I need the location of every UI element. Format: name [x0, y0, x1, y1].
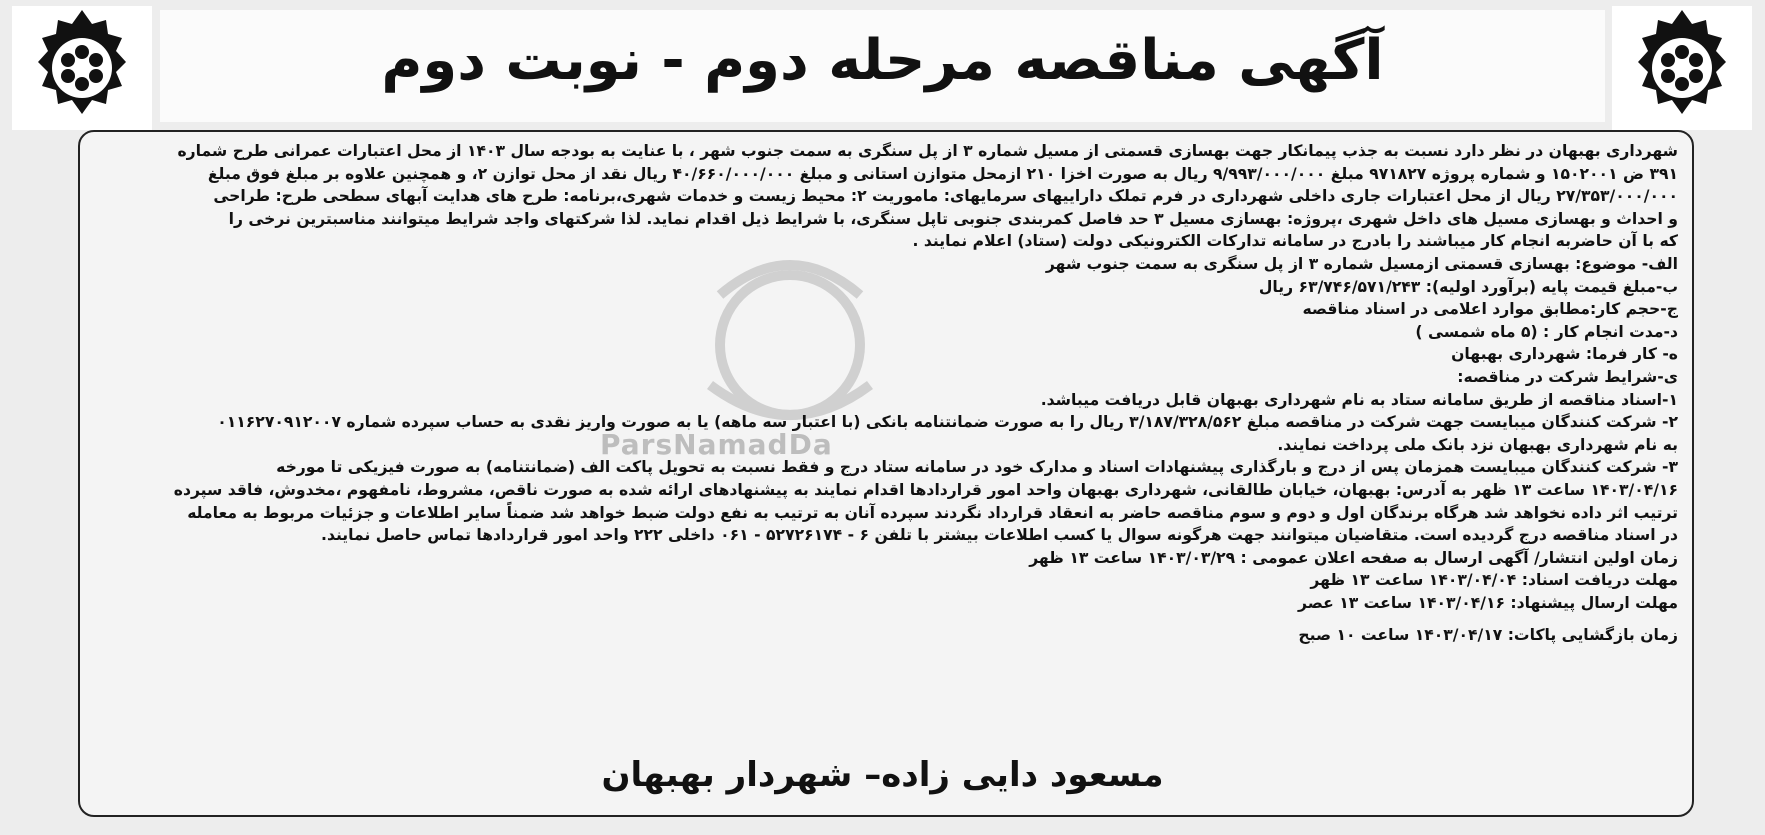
- list-item: ب-مبلغ قیمت پایه (برآورد اولیه): ۶۳/۷۴۶/۵۷۱/۲۴۳ ریال: [1258, 277, 1678, 296]
- list-item: ی-شرایط شرکت در مناقصه:: [1457, 367, 1678, 386]
- date-line: مهلت ارسال پیشنهاد: ۱۴۰۳/۰۴/۱۶ ساعت ۱۳ عصر: [1298, 593, 1678, 612]
- watermark-text: ParsNamadDa: [600, 428, 833, 461]
- signature: مسعود دایی زاده– شهردار بهبهان: [601, 755, 1164, 795]
- condition-line: در اسناد مناقصه درج گردیده است. متقاضیان میتوانند جهت هرگونه سوال یا کسب اطلاعات بیشتر با تلفن ۶ - ۵۲۷۲۶۱۷۴ - ۰۶۱ داخلی ۲۲۲ واحد امور قراردادها تماس حاصل نمایند.: [321, 526, 1678, 545]
- intro-line: شهرداری بهبهان در نظر دارد نسبت به جذب پیمانکار جهت بهسازی قسمتی از مسیل شماره ۳ از پل سنگری به سمت جنوب شهر ، با عنایت به بودجه سال ۱۴۰۳ از محل اعتبارات عمرانی طرح شماره: [177, 142, 1678, 160]
- intro-line: ۳۹۱ ض ۱۵۰۲۰۰۱ و شماره پروژه ۹۷۱۸۲۷ مبلغ ۹/۹۹۳/۰۰۰/۰۰۰ ریال به صورت اخزا ۲۱۰ ازمحل متوازن استانی و مبلغ ۴۰/۶۶۰/۰۰۰/۰۰۰ ریال نقد از محل توازن ۲، و همچنین علاوه بر مبلغ فوق مبلغ: [207, 164, 1678, 183]
- municipality-logo-icon: [12, 6, 152, 130]
- notice-body: [98, 140, 1678, 647]
- list-item: ج-حجم کار:مطابق موارد اعلامی در اسناد مناقصه: [1302, 300, 1678, 319]
- condition-line: ۱-اسناد مناقصه از طریق سامانه ستاد به نام شهرداری بهبهان قابل دریافت میباشد.: [1040, 390, 1678, 409]
- intro-line: که با آن حاضربه انجام کار میباشند را بادرج در سامانه تدارکات الکترونیکی دولت (ستاد) اعلام نمایند .: [912, 232, 1678, 251]
- condition-line: ۲- شرکت کنندگان میبایست جهت شرکت در مناقصه مبلغ ۳/۱۸۷/۳۲۸/۵۶۲ ریال را به صورت ضمانتنامه بانکی (با اعتبار سه ماهه) یا به صورت واریز نقدی به حساب سپرده شماره ۰۱۱۶۲۷۰۹۱۲۰۰۷: [217, 413, 1678, 432]
- date-line: زمان اولین انتشار/ آگهی ارسال به صفحه اعلان عمومی : ۱۴۰۳/۰۳/۲۹ ساعت ۱۳ ظهر: [1029, 548, 1678, 567]
- condition-line: ۳- شرکت کنندگان میبایست همزمان پس از درج و بارگذاری پیشنهادات اسناد و مدارک خود در سامانه ستاد درج و فقط نسبت به تحویل پاکت الف (ضمانتنامه) به صورت فیزیکی تا مورخه: [276, 458, 1678, 477]
- municipality-logo-icon: [1612, 6, 1752, 130]
- intro-line: و احداث و بهسازی مسیل های داخل شهری ،پروژه: بهسازی مسیل ۳ حد فاصل کمربندی جنوبی تاپل سنگری، با شرایط ذیل اقدام نماید. لذا شرکتهای واجد شرایط میتوانند مناسبترین نرخی را: [228, 209, 1678, 228]
- list-item: الف- موضوع: بهسازی قسمتی ازمسیل شماره ۳ از پل سنگری به سمت جنوب شهر: [1045, 254, 1678, 273]
- condition-line: به نام شهرداری بهبهان نزد بانک ملی پرداخت نمایند.: [1277, 435, 1678, 454]
- condition-line: ۱۴۰۳/۰۴/۱۶ ساعت ۱۳ ظهر به آدرس: بهبهان، خیابان طالقانی، شهرداری بهبهان واحد امور قراردادها اقدام نمایند به پیشنهادهای ارائه شده به صورت ناقص، مشروط، نامفهوم ،مخدوش، فاقد سپرده: [173, 480, 1678, 499]
- opening-date: زمان بازگشایی پاکات: ۱۴۰۳/۰۴/۱۷ ساعت ۱۰ صبح: [1298, 626, 1678, 645]
- date-line: مهلت دریافت اسناد: ۱۴۰۳/۰۴/۰۴ ساعت ۱۳ ظهر: [1310, 571, 1678, 590]
- list-item: ه- کار فرما: شهرداری بهبهان: [1451, 345, 1678, 364]
- page-title: آگهی مناقصه مرحله دوم - نوبت دوم: [381, 28, 1384, 93]
- list-item: د-مدت انجام کار : (۵ ماه شمسی ): [1415, 322, 1678, 341]
- condition-line: ترتیب اثر داده نخواهد شد هرگاه برندگان اول و دوم و سوم مناقصه حاضر به انعقاد قرارداد نگردند سپرده آنان به ترتیب به نفع دولت ضبط خواهد شد ضمناً سایر اطلاعات و جزئیات مربوط به معامله: [187, 503, 1678, 522]
- header-banner: [160, 10, 1605, 122]
- intro-line: ۲۷/۳۵۳/۰۰۰/۰۰۰ ریال از محل اعتبارات جاری داخلی شهرداری در فرم تملک داراییهای سرمایهای: ماموریت ۲: محیط زیست و خدمات شهری،برنامه: طرح های هدایت آبهای سطحی طرح: طراحی: [213, 187, 1678, 206]
